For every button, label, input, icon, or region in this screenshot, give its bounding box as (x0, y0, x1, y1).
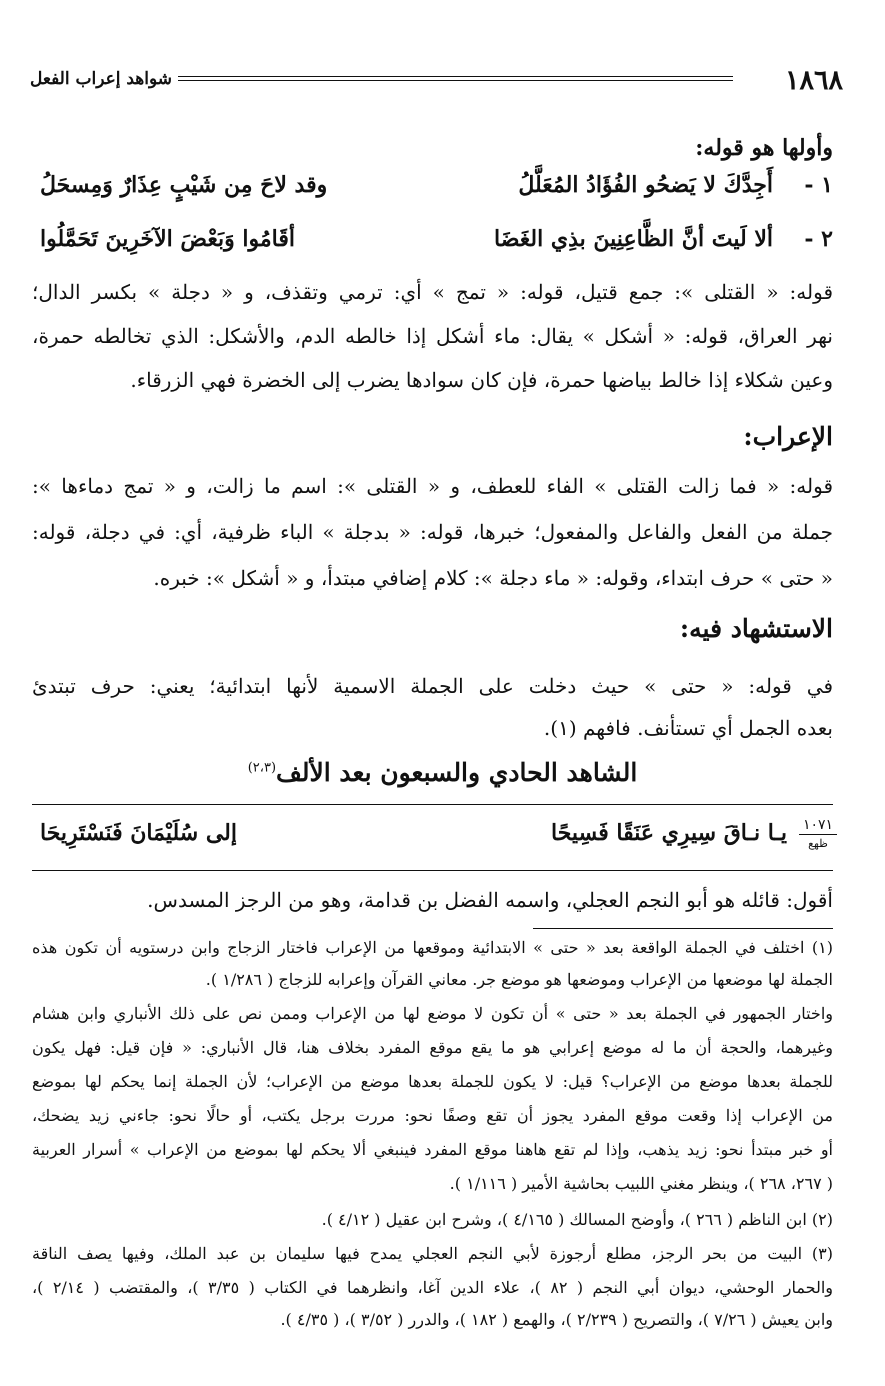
shahid-bottom-rule (32, 870, 833, 871)
verse-number: ١ - (804, 172, 833, 198)
istishhad-line: بعده الجمل أي تستأنف. فافهم (١). (543, 716, 833, 740)
shahid-number-bottom: ظهع (808, 837, 828, 850)
footnote-line: أو خبر مبتدأ نحو: زيد يذهب، وإذا لم تقع هاهنا موقع المفرد فينبغي ألا يحكم لها بموضع من الإعراب » أسرار العربية (32, 1140, 833, 1159)
verse-first-hemistich: ألا لَيتَ أنَّ الظَّاعِنِينَ بذِي الغَضَا (494, 226, 773, 252)
footnote-line: وابن يعيش ( ٧/٢٦ )، والتصريح ( ٢/٢٣٩ )، والهمع ( ١٨٢ )، والدرر ( ٣/٥٢ )، ( ٤/٣٥ ). (280, 1310, 833, 1329)
shahid-footnote-ref: (٢،٣) (247, 760, 277, 776)
irab-line: جملة من الفعل والفاعل والمفعول؛ خبرها، قوله: « بدجلة » الباء ظرفية، أي: في دجلة، قوله: (32, 520, 833, 544)
verse-2 (40, 226, 833, 260)
footnote-line: (٢) ابن الناظم ( ٢٦٦ )، وأوضح المسالك ( ٤/١٦٥ )، وشرح ابن عقيل ( ٤/١٢ ). (321, 1210, 833, 1229)
footnote-line: واختار الجمهور في الجملة بعد « حتى » أن تكون لا موضع لها من الإعراب وممن نص على ذلك الأنباري وابن هشام (32, 1004, 833, 1023)
istishhad-heading: الاستشهاد فيه: (679, 614, 833, 643)
intro-line: وأولها هو قوله: (695, 135, 833, 161)
shahid-verse (40, 820, 787, 854)
footnote-separator (533, 928, 833, 929)
footnote-line: وغيرهما، والحجة أن ما له موضع إعرابي هو ما يقع موقع المفرد بخلاف هنا، قال الأنباري: « فإن قيل: فهل يكون (32, 1038, 833, 1057)
verse-second-hemistich: وقد لاحَ مِن شَيْبٍ عِذَارٌ وَمِسحَلُ (40, 172, 328, 198)
commentary-line: نهر العراق، قوله: « أشكل » يقال: ماء أشكل إذا خالطه الدم، والأشكل: الذي تخالطه حمرة، (32, 324, 833, 348)
footnote-line: من الإعراب إذا وقعت موقع المفرد يجوز أن تقع وصفًا نحو: مررت برجل يكتب، أو حالًا نحو: جاءني زيد يضحك، (32, 1106, 833, 1125)
shahid-number-bar (799, 834, 837, 835)
running-title: شواهد إعراب الفعل (30, 69, 173, 89)
verse-first-hemistich: أَجِدَّكَ لا يَضحُو الفُؤَادُ المُعَلَّلُ (518, 172, 773, 198)
aqulu-line: أقول: قائله هو أبو النجم العجلي، واسمه الفضل بن قدامة، وهو من الرجز المسدس. (147, 888, 833, 912)
irab-line: « حتى » حرف ابتداء، وقوله: « ماء دجلة »: كلام إضافي مبتدأ، و « أشكل »: خبره. (153, 566, 833, 590)
shahid-heading-text: الشاهد الحادي والسبعون بعد الألف (276, 758, 638, 787)
commentary-line: قوله: « القتلى »: جمع قتيل، قوله: « تمج » أي: ترمي وتقذف، و « دجلة » بكسر الدال؛ (32, 280, 833, 304)
verse-1 (40, 172, 833, 206)
page-number: ١٨٦٨ (784, 65, 843, 96)
verse-second-hemistich: أقَامُوا وَبَعْضَ الآخَرِينَ تَحَمَّلُوا (40, 226, 295, 252)
footnote-line: (١) اختلف في الجملة الواقعة بعد « حتى » الابتدائية وموقعها من الإعراب فاختار الزجاج وابن درستويه أن تكون هذه (32, 938, 833, 957)
header-double-rule (178, 76, 733, 81)
commentary-line: وعين شكلاء إذا خالط بياضها حمرة، فإن كان سوادها يضرب إلى الخضرة فهي الزرقاء. (130, 368, 833, 392)
footnote-line: ( ٢٦٧، ٢٦٨ )، وينظر مغني اللبيب بحاشية الأمير ( ١/١١٦ ). (449, 1174, 833, 1193)
shahid-number-top: ١٠٧١ (802, 817, 834, 833)
footnote-line: الجملة لها موضعها من الإعراب وموضعها هو موضع جر. معاني القرآن وإعرابه للزجاج ( ١/٢٨٦ ). (205, 970, 833, 989)
shahid-top-rule (32, 804, 833, 805)
istishhad-line: في قوله: « حتى » حيث دخلت على الجملة الاسمية لأنها ابتدائية؛ يعني: حرف تبتدئ (32, 674, 833, 698)
shahid-heading (0, 758, 885, 787)
verse-first-hemistich: يـا نـاقَ سِيرِي عَنَقًا فَسِيحًا (551, 820, 787, 846)
verse-number: ٢ - (804, 226, 833, 252)
irab-heading: الإعراب: (743, 422, 833, 451)
footnote-line: (٣) البيت من بحر الرجز، مطلع أرجوزة لأبي النجم العجلي يمدح فيها سليمان بن عبد الملك، وفيها يصف الناقة (32, 1244, 833, 1263)
verse-second-hemistich: إلى سُلَيْمَانَ فَنَسْتَرِيحَا (40, 820, 237, 846)
footnote-line: للجملة بعدها موضع من الإعراب؟ قيل: لا يكون للجملة بعدها موضع من الإعراب؛ لأن الجملة إنما يحكم لها بموضع (32, 1072, 833, 1091)
running-header (30, 64, 843, 98)
footnote-line: والحمار الوحشي، ديوان أبي النجم ( ٨٢ )، علاء الدين آغا، وانظرهما في الكتاب ( ٣/٣٥ )، والمقتضب ( ٢/١٤ )، (32, 1278, 833, 1297)
shahid-number (793, 818, 843, 851)
irab-line: قوله: « فما زالت القتلى » الفاء للعطف، و « القتلى »: اسم ما زالت، و « تمج دماءها »: (32, 474, 833, 498)
